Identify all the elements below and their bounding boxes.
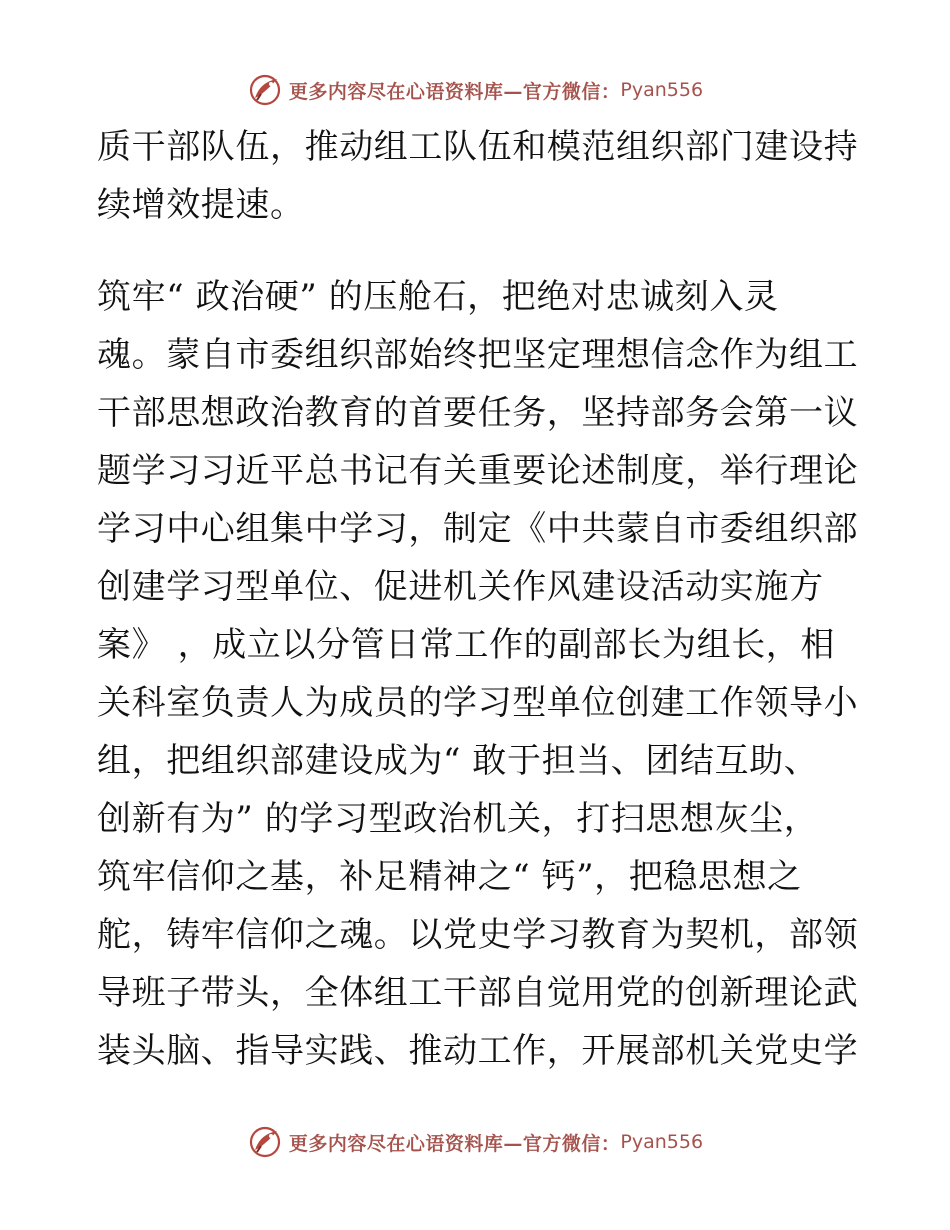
- text-line: 创建学习型单位、促进机关作风建设活动实施方: [97, 567, 824, 607]
- text-line: 筑牢“ 政治硬” 的压舱石，把绝对忠诚刻入灵: [97, 277, 779, 317]
- text-line: 组，把组织部建设成为“ 敢于担当、团结互助、: [97, 741, 819, 781]
- text-line: 案》 ，成立以分管日常工作的副部长为组长，相: [97, 625, 836, 665]
- text-line: 关科室负责人为成员的学习型单位创建工作领导小: [97, 683, 859, 723]
- watermark-text: 更多内容尽在心语资料库—官方微信：: [288, 1132, 621, 1155]
- text-line: 舵，铸牢信仰之魂。以党史学习教育为契机，部领: [97, 915, 859, 955]
- pen-logo-icon: [247, 72, 283, 108]
- text-line: 学习中心组集中学习，制定《中共蒙自市委组织部: [97, 509, 859, 549]
- text-line: 创新有为” 的学习型政治机关，打扫思想灰尘，: [97, 799, 819, 839]
- footer-watermark: [0, 1122, 950, 1162]
- watermark-account: Pyan556: [620, 79, 704, 101]
- text-line: 装头脑、指导实践、推动工作，开展部机关党史学: [97, 1031, 859, 1071]
- text-line: 续增效提速。: [97, 185, 305, 225]
- text-line: 质干部队伍，推动组工队伍和模范组织部门建设持: [97, 127, 859, 167]
- text-line: 题学习习近平总书记有关重要论述制度，举行理论: [97, 451, 859, 491]
- text-line: 筑牢信仰之基，补足精神之“ 钙”，把稳思想之: [97, 857, 802, 897]
- text-line: 导班子带头，全体组工干部自觉用党的创新理论武: [97, 973, 859, 1013]
- watermark-account: Pyan556: [620, 1131, 704, 1153]
- body-text: [97, 118, 857, 1080]
- watermark-text: 更多内容尽在心语资料库—官方微信：: [288, 80, 621, 103]
- text-line: 干部思想政治教育的首要任务，坚持部务会第一议: [97, 393, 859, 433]
- text-line: 魂。蒙自市委组织部始终把坚定理想信念作为组工: [97, 335, 859, 375]
- paragraph-gap: [97, 234, 857, 268]
- header-watermark: [0, 70, 950, 110]
- pen-logo-icon: [247, 1124, 283, 1160]
